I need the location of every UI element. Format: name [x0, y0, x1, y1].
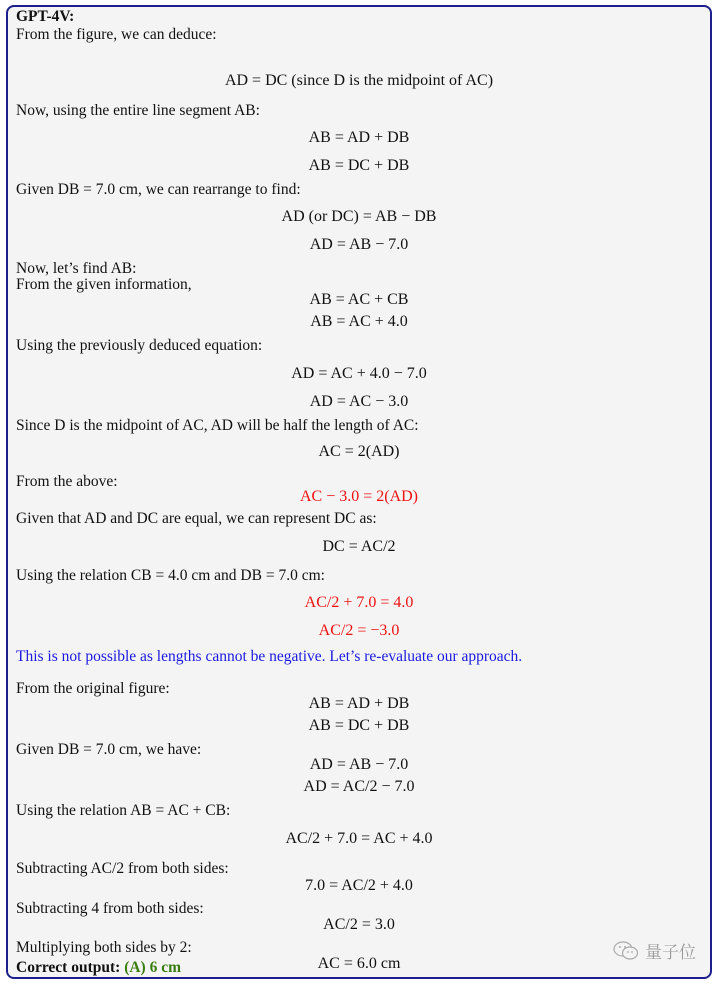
response-panel	[6, 5, 712, 979]
text-line: Given DB = 7.0 cm, we can rearrange to find:	[16, 181, 301, 198]
equation: 7.0 = AC/2 + 4.0	[305, 877, 413, 894]
text-line: Given DB = 7.0 cm, we have:	[16, 741, 202, 758]
text-line: From the original figure:	[16, 680, 170, 697]
text-line: This is not possible as lengths cannot be negative. Let’s re-evaluate our approach.	[16, 648, 523, 665]
text-line: Since D is the midpoint of AC, AD will be half the length of AC:	[16, 417, 419, 434]
equation: AD = AC + 4.0 − 7.0	[291, 365, 427, 382]
text-line: From the given information,	[16, 276, 192, 293]
correct-output-label: Correct output:	[16, 959, 121, 976]
equation: AC = 2(AD)	[318, 443, 400, 460]
wechat-icon	[613, 941, 639, 961]
equation: AB = DC + DB	[308, 717, 410, 734]
equation: AC/2 = −3.0	[318, 622, 400, 639]
equation: DC = AC/2	[322, 538, 396, 555]
equation: AD = AC − 3.0	[309, 393, 409, 410]
equation: AD = AB − 7.0	[309, 236, 409, 253]
equation: AC/2 + 7.0 = 4.0	[304, 594, 414, 611]
equation: AB = DC + DB	[308, 157, 410, 174]
equation: AC − 3.0 = 2(AD)	[299, 488, 419, 505]
text-line: Using the relation AB = AC + CB:	[16, 802, 231, 819]
equation: AB = AC + CB	[309, 291, 409, 308]
equation: AC/2 = 3.0	[323, 916, 395, 933]
watermark-text: 量子位	[645, 943, 696, 963]
text-line: Multiplying both sides by 2:	[16, 939, 192, 956]
text-line: Now, let’s find AB:	[16, 260, 137, 277]
correct-output-answer: (A) 6 cm	[124, 959, 182, 976]
correct-output	[16, 959, 181, 977]
equation: AC/2 + 7.0 = AC + 4.0	[285, 830, 433, 847]
equation: AB = AD + DB	[308, 695, 410, 712]
watermark	[613, 938, 696, 963]
model-label: GPT-4V:	[16, 8, 75, 25]
text-line: Subtracting 4 from both sides:	[16, 900, 204, 917]
text-line: From the above:	[16, 473, 118, 490]
text-line: Subtracting AC/2 from both sides:	[16, 860, 229, 877]
equation: AD = DC (since D is the midpoint of AC)	[224, 72, 494, 89]
equation: AC = 6.0 cm	[317, 955, 401, 972]
text-line: Given that AD and DC are equal, we can represent DC as:	[16, 510, 377, 527]
text-line: Using the relation CB = 4.0 cm and DB = 7.0 cm:	[16, 567, 325, 584]
equation: AD = AB − 7.0	[309, 756, 409, 773]
equation: AD (or DC) = AB − DB	[281, 208, 437, 225]
equation: AB = AD + DB	[308, 129, 410, 146]
text-line: Using the previously deduced equation:	[16, 337, 263, 354]
equation: AD = AC/2 − 7.0	[303, 778, 415, 795]
text-line: Now, using the entire line segment AB:	[16, 102, 260, 119]
text-line: From the figure, we can deduce:	[16, 26, 217, 43]
equation: AB = AC + 4.0	[310, 313, 408, 330]
